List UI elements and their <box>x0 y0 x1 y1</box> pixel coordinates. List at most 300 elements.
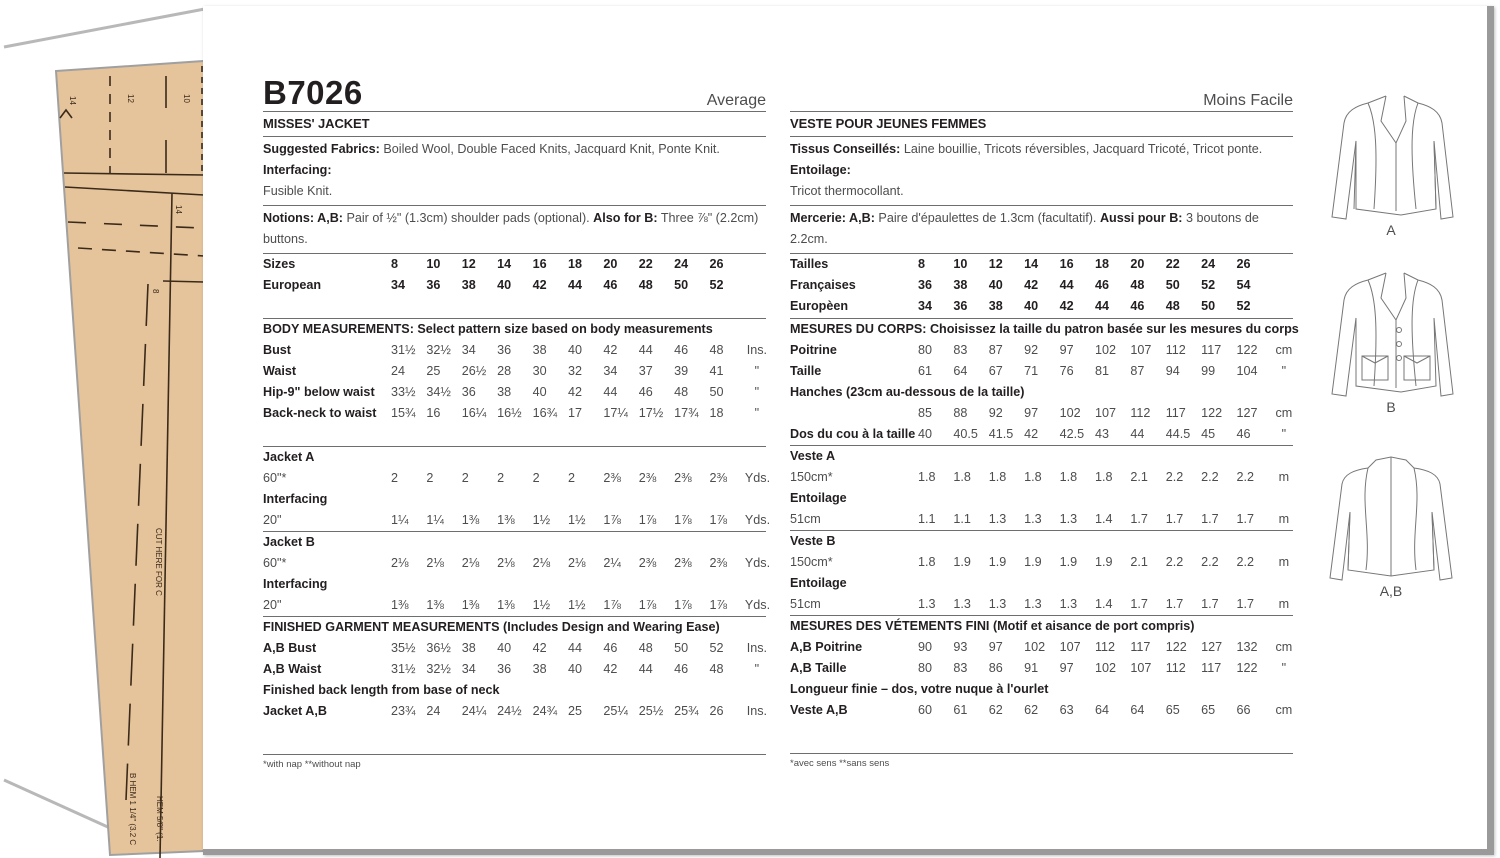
row-label: Tailles <box>790 257 829 271</box>
size-value: 1⅜ <box>461 598 480 612</box>
size-value: 107 <box>1059 640 1081 654</box>
size-value: 107 <box>1130 661 1152 675</box>
jacket-a-yardage <box>263 447 771 532</box>
notions-label-fr: Mercerie: A,B: <box>790 211 875 225</box>
size-value: 63 <box>1059 703 1074 717</box>
size-table-fr <box>790 254 1293 319</box>
measurement-row <box>790 658 1293 679</box>
size-value: 2⅛ <box>461 556 480 570</box>
size-value: 76 <box>1059 364 1074 378</box>
size-value: 64 <box>953 364 968 378</box>
pattern-title-fr: VESTE POUR JEUNES FEMMES <box>790 112 1293 137</box>
size-value: 38 <box>461 278 476 292</box>
size-value: 87 <box>1130 364 1145 378</box>
size-value: 18 <box>709 406 724 420</box>
size-value: 42 <box>1024 427 1039 441</box>
size-value: 25 <box>426 364 441 378</box>
fabrics-label-fr: Tissus Conseillés: <box>790 142 901 156</box>
footnote: *with nap **without nap <box>263 759 361 770</box>
pattern-size-label: 8 <box>151 289 160 294</box>
size-value: 44 <box>1059 278 1074 292</box>
size-value: 16 <box>532 257 547 271</box>
pattern-title: MISSES' JACKET <box>263 112 766 137</box>
footer-rule <box>263 754 766 755</box>
size-value: 22 <box>638 257 653 271</box>
size-value: 25¾ <box>674 704 699 718</box>
size-value: 34 <box>918 299 933 313</box>
interfacing-heading: Interfacing <box>263 577 328 591</box>
body-measurements <box>263 319 766 447</box>
measurement-row <box>790 403 1293 424</box>
also-text: Three ⅞" (2.2cm) buttons. <box>263 211 759 246</box>
size-value: 97 <box>1059 343 1074 357</box>
size-value: 1.8 <box>918 470 936 484</box>
size-value: 102 <box>1094 661 1116 675</box>
row-label: Veste A,B <box>790 703 848 717</box>
back-length-heading: Finished back length from base of neck <box>263 683 500 697</box>
unit-label: m <box>1278 470 1290 484</box>
measurement-row <box>790 296 1293 317</box>
row-label: European <box>263 278 322 292</box>
size-value: 1.1 <box>953 512 971 526</box>
size-value: 38 <box>953 278 968 292</box>
size-value: 1⅜ <box>391 598 409 612</box>
size-value: 97 <box>1024 406 1039 420</box>
row-label: 20" <box>263 513 282 527</box>
row-label: A,B Bust <box>263 641 317 655</box>
also-label-fr: Aussi pour B: <box>1099 211 1183 225</box>
size-value: 2.1 <box>1130 555 1148 569</box>
size-value: 92 <box>988 406 1003 420</box>
size-value: 16¼ <box>461 406 487 420</box>
size-value: 15¾ <box>391 406 416 420</box>
sketch-caption-a: A <box>1386 222 1396 238</box>
size-value: 48 <box>674 385 689 399</box>
size-value: 1⅜ <box>426 598 444 612</box>
difficulty-level: Average <box>706 92 766 109</box>
size-value: 2⅛ <box>567 556 586 570</box>
size-value: 2.2 <box>1236 555 1255 569</box>
french-column <box>790 6 1299 769</box>
sketch-view-back <box>1321 452 1461 599</box>
size-value: 40 <box>988 278 1003 292</box>
fabrics-label: Suggested Fabrics: <box>263 142 380 156</box>
size-value: 112 <box>1130 406 1151 420</box>
size-value: 42 <box>1059 299 1074 313</box>
size-value: 112 <box>1094 640 1116 654</box>
unit-label: " <box>754 385 760 399</box>
size-value: 44 <box>638 343 653 357</box>
size-value: 1.8 <box>953 470 971 484</box>
size-value: 20 <box>603 257 618 271</box>
size-value: 2.1 <box>1130 470 1148 484</box>
size-value: 46 <box>674 662 689 676</box>
size-value: 38 <box>532 662 547 676</box>
size-value: 40 <box>567 343 582 357</box>
cut-here-label: CUT HERE FOR C <box>154 528 163 596</box>
size-value: 1¼ <box>426 513 444 527</box>
size-value: 112 <box>1165 343 1186 357</box>
size-value: 2 <box>497 471 505 485</box>
size-value: 2⅜ <box>709 471 728 485</box>
interfacing-text-fr: Tricot thermocollant. <box>790 184 904 198</box>
size-value: 31½ <box>391 343 416 357</box>
size-value: 66 <box>1236 703 1251 717</box>
finished-measurements-heading: FINISHED GARMENT MEASUREMENTS (Includes Design and Wearing Ease) <box>263 620 720 634</box>
size-value: 1.3 <box>953 597 971 611</box>
pattern-size-label: 14 <box>68 96 77 105</box>
fabrics-text: Boiled Wool, Double Faced Knits, Jacquard Knit, Ponte Knit. <box>383 142 720 156</box>
size-value: 17 <box>567 406 582 420</box>
size-value: 26 <box>1236 257 1251 271</box>
notions-label: Notions: A,B: <box>263 211 343 225</box>
measurement-row <box>263 340 766 361</box>
size-value: 41.5 <box>988 427 1014 441</box>
size-value: 1.7 <box>1165 597 1184 611</box>
size-value: 1.3 <box>988 597 1007 611</box>
jacket-back-drawing <box>1326 452 1456 587</box>
size-value: 2.2 <box>1165 470 1184 484</box>
size-value: 20 <box>1130 257 1145 271</box>
size-value: 26 <box>709 704 724 718</box>
back-length-heading-fr: Longueur finie – dos, votre nuque à l'ourlet <box>790 682 1049 696</box>
size-value: 86 <box>988 661 1003 675</box>
size-value: 42 <box>603 343 618 357</box>
size-value: 46 <box>638 385 653 399</box>
size-value: 36 <box>461 385 476 399</box>
footnote-fr: *avec sens **sans sens <box>790 758 890 769</box>
size-value: 8 <box>918 257 926 271</box>
unit-label: m <box>1278 555 1290 569</box>
row-label: Jacket A,B <box>263 704 327 718</box>
pattern-size-label: 10 <box>182 94 191 103</box>
size-value: 50 <box>674 278 689 292</box>
size-value: 40.5 <box>953 427 978 441</box>
size-value: 94 <box>1165 364 1180 378</box>
unit-label: " <box>1281 427 1287 441</box>
body-measurements-rows-fr <box>790 340 1293 382</box>
size-value: 50 <box>1201 299 1216 313</box>
row-label: A,B Poitrine <box>790 640 863 654</box>
size-value: 1¼ <box>391 513 409 527</box>
size-value: 92 <box>1024 343 1039 357</box>
size-value: 112 <box>1165 661 1186 675</box>
finished-measurements <box>263 617 766 722</box>
size-value: 2¼ <box>603 556 621 570</box>
size-value: 122 <box>1236 661 1258 675</box>
catalog-number: B7026 <box>263 74 363 111</box>
size-value: 2⅜ <box>638 556 657 570</box>
size-value: 17¾ <box>674 406 699 420</box>
finished-measurements-fr <box>790 616 1293 721</box>
unit-label: cm <box>1275 640 1293 654</box>
row-label: Waist <box>263 364 297 378</box>
size-value: 104 <box>1236 364 1258 378</box>
size-value: 48 <box>638 278 653 292</box>
pattern-size-label: 14 <box>174 205 183 214</box>
size-value: 71 <box>1024 364 1039 378</box>
size-value: 1.7 <box>1130 597 1148 611</box>
size-value: 1⅞ <box>674 513 692 527</box>
size-value: 61 <box>953 703 968 717</box>
measurement-row <box>263 595 771 616</box>
size-value: 40 <box>918 427 933 441</box>
size-value: 32½ <box>426 343 451 357</box>
fabrics-text-fr: Laine bouillie, Tricots réversibles, Jacquard Tricoté, Tricot ponte. <box>903 142 1263 156</box>
size-value: 1.8 <box>988 470 1007 484</box>
also-text-fr: 3 boutons de 2.2cm. <box>790 211 1259 246</box>
size-value: 117 <box>1201 343 1222 357</box>
size-value: 16¾ <box>532 406 558 420</box>
size-value: 80 <box>918 661 933 675</box>
interfacing-heading: Entoilage <box>790 576 847 590</box>
unit-label: cm <box>1275 703 1293 717</box>
difficulty-level-fr: Moins Facile <box>1203 92 1293 109</box>
size-value: 2 <box>532 471 540 485</box>
size-value: 25 <box>567 704 582 718</box>
size-value: 87 <box>988 343 1003 357</box>
size-value: 36 <box>918 278 933 292</box>
measurement-row <box>790 594 1293 615</box>
size-value: 62 <box>988 703 1003 717</box>
size-value: 64 <box>1094 703 1109 717</box>
size-value: 24 <box>1201 257 1216 271</box>
size-value: 44 <box>567 641 582 655</box>
notions-text-fr: Paire d'épaulettes de 1.3cm (facultatif). <box>878 211 1097 225</box>
size-value: 2.2 <box>1236 470 1255 484</box>
size-value: 2 <box>391 471 399 485</box>
sketch-view-b <box>1321 268 1461 415</box>
size-value: 132 <box>1236 640 1258 654</box>
size-value: 16 <box>1059 257 1074 271</box>
size-value: 1.8 <box>1059 470 1078 484</box>
size-value: 24 <box>426 704 441 718</box>
size-value: 24 <box>391 364 406 378</box>
size-value: 1.9 <box>1094 555 1113 569</box>
interfacing-heading: Entoilage <box>790 491 847 505</box>
size-value: 45 <box>1201 427 1216 441</box>
row-label: 60"* <box>263 556 287 570</box>
size-value: 36 <box>953 299 968 313</box>
unit-label: cm <box>1275 343 1293 357</box>
size-value: 34 <box>461 662 476 676</box>
size-value: 48 <box>709 343 724 357</box>
row-label: Poitrine <box>790 343 837 357</box>
size-value: 14 <box>497 257 512 271</box>
size-value: 42.5 <box>1059 427 1085 441</box>
size-value: 32 <box>567 364 582 378</box>
size-value: 83 <box>953 343 968 357</box>
suggested-fabrics <box>263 137 766 206</box>
size-value: 26 <box>709 257 724 271</box>
size-value: 42 <box>532 641 547 655</box>
unit-label: Yds. <box>744 513 771 527</box>
size-value: 1⅜ <box>497 513 515 527</box>
measurement-row <box>790 509 1293 530</box>
size-value: 2⅛ <box>532 556 551 570</box>
unit-label: Yds. <box>744 471 771 485</box>
sketch-caption-back: A,B <box>1379 583 1403 599</box>
english-column <box>263 6 771 770</box>
row-label <box>790 403 918 424</box>
size-value: 1.4 <box>1094 597 1113 611</box>
size-value: 26½ <box>461 364 487 378</box>
size-value: 99 <box>1201 364 1216 378</box>
unit-label: cm <box>1275 406 1293 420</box>
size-value: 54 <box>1236 278 1251 292</box>
size-value: 1⅞ <box>638 598 657 612</box>
hip-heading-fr: Hanches (23cm au-dessous de la taille) <box>790 385 1025 399</box>
measurement-row <box>263 468 771 489</box>
view-heading: Veste B <box>790 534 836 548</box>
measurement-row <box>790 552 1293 573</box>
size-value: 40 <box>497 641 512 655</box>
unit-label: m <box>1278 512 1290 526</box>
body-measurements-fr <box>790 319 1299 446</box>
row-label: 150cm* <box>790 555 833 569</box>
size-value: 52 <box>1201 278 1216 292</box>
size-value: 1⅞ <box>603 513 621 527</box>
sketch-view-a <box>1321 91 1461 238</box>
measurement-row <box>263 403 766 424</box>
size-value: 1.8 <box>1094 470 1113 484</box>
unit-label: Ins. <box>746 641 768 655</box>
size-value: 85 <box>918 406 933 420</box>
french-header <box>790 6 1293 112</box>
size-value: 65 <box>1201 703 1216 717</box>
unit-label: " <box>754 364 760 378</box>
measurement-row <box>263 510 771 531</box>
size-value: 40 <box>497 278 512 292</box>
jacket-front-drawing-a <box>1326 91 1456 226</box>
size-value: 28 <box>497 364 512 378</box>
size-value: 12 <box>461 257 476 271</box>
size-value: 90 <box>918 640 933 654</box>
row-label: A,B Waist <box>263 662 322 676</box>
size-value: 48 <box>709 662 724 676</box>
size-value: 1⅞ <box>674 598 692 612</box>
size-value: 1.3 <box>1059 512 1078 526</box>
size-table <box>263 254 766 319</box>
jacket-b-yardage <box>263 532 771 617</box>
size-value: 117 <box>1165 406 1186 420</box>
size-value: 42 <box>603 662 618 676</box>
unit-label: m <box>1278 597 1290 611</box>
size-value: 1⅞ <box>709 513 728 527</box>
size-value: 42 <box>1024 278 1039 292</box>
size-value: 1.3 <box>1024 512 1042 526</box>
row-label: Françaises <box>790 278 856 292</box>
size-value: 2.2 <box>1201 470 1219 484</box>
size-value: 32½ <box>426 662 451 676</box>
measurement-row <box>790 361 1293 382</box>
size-value: 107 <box>1130 343 1152 357</box>
size-value: 2⅜ <box>603 471 621 485</box>
measurement-row <box>263 553 771 574</box>
row-label: Bust <box>263 343 291 357</box>
row-label: 150cm* <box>790 470 833 484</box>
size-value: 12 <box>988 257 1003 271</box>
measurement-row <box>790 424 1293 445</box>
size-value: 97 <box>988 640 1003 654</box>
size-value: 97 <box>1059 661 1074 675</box>
size-value: 37 <box>638 364 653 378</box>
size-value: 10 <box>953 257 968 271</box>
size-value: 2 <box>567 471 575 485</box>
size-value: 1½ <box>532 598 551 612</box>
measurement-row <box>263 361 766 382</box>
size-value: 42 <box>567 385 582 399</box>
size-value: 18 <box>1094 257 1109 271</box>
finished-measurements-rows-fr <box>790 637 1293 679</box>
pattern-size-label: 12 <box>126 94 135 103</box>
size-value: 127 <box>1201 640 1223 654</box>
size-value: 52 <box>709 278 724 292</box>
row-label: 20" <box>263 598 282 612</box>
finished-measurements-rows <box>263 638 766 680</box>
unit-label: Ins. <box>746 704 768 718</box>
row-label: Dos du cou à la taille <box>790 427 916 441</box>
jacket-front-drawing-b <box>1326 268 1456 403</box>
back-length-row <box>263 701 766 722</box>
size-value: 34 <box>603 364 618 378</box>
size-value: 1.9 <box>953 555 971 569</box>
unit-label: " <box>754 662 760 676</box>
size-value: 46 <box>674 343 689 357</box>
size-value: 25½ <box>638 704 664 718</box>
unit-label: " <box>754 406 760 420</box>
notions-text: Pair of ½" (1.3cm) shoulder pads (optional). <box>346 211 590 225</box>
measurement-row <box>263 275 766 296</box>
size-value: 23¾ <box>391 704 416 718</box>
size-value: 1.9 <box>1024 555 1042 569</box>
size-value: 67 <box>988 364 1003 378</box>
size-value: 1½ <box>567 598 586 612</box>
size-value: 34½ <box>426 385 451 399</box>
row-label: Europèen <box>790 299 849 313</box>
size-value: 48 <box>1165 299 1180 313</box>
size-value: 50 <box>674 641 689 655</box>
size-value: 1.7 <box>1236 512 1255 526</box>
size-value: 40 <box>1024 299 1039 313</box>
veste-a-yardage <box>790 446 1293 531</box>
measurement-row <box>790 467 1293 488</box>
size-value: 52 <box>709 641 724 655</box>
size-value: 34 <box>461 343 476 357</box>
size-value: 1⅜ <box>461 513 480 527</box>
size-value: 64 <box>1130 703 1145 717</box>
finished-measurements-heading-fr: MESURES DES VÉTEMENTS FINI (Motif et aisance de port compris) <box>790 619 1195 633</box>
size-value: 1⅞ <box>709 598 728 612</box>
size-value: 43 <box>1094 427 1109 441</box>
size-value: 83 <box>953 661 968 675</box>
size-value: 34 <box>391 278 406 292</box>
size-value: 1½ <box>567 513 586 527</box>
size-value: 122 <box>1201 406 1223 420</box>
size-value: 42 <box>532 278 547 292</box>
row-label: 51cm <box>790 512 821 526</box>
size-value: 2⅜ <box>674 471 692 485</box>
size-value: 36 <box>497 343 512 357</box>
size-value: 2⅜ <box>638 471 657 485</box>
size-value: 2.2 <box>1201 555 1219 569</box>
body-measurements-heading-fr: MESURES DU CORPS: Choisissez la taille du patron basée sur les mesures du corps <box>790 322 1299 336</box>
row-label: 51cm <box>790 597 821 611</box>
size-value: 2⅛ <box>391 556 409 570</box>
size-value: 127 <box>1236 406 1258 420</box>
size-value: 102 <box>1024 640 1046 654</box>
notions-fr <box>790 206 1293 254</box>
